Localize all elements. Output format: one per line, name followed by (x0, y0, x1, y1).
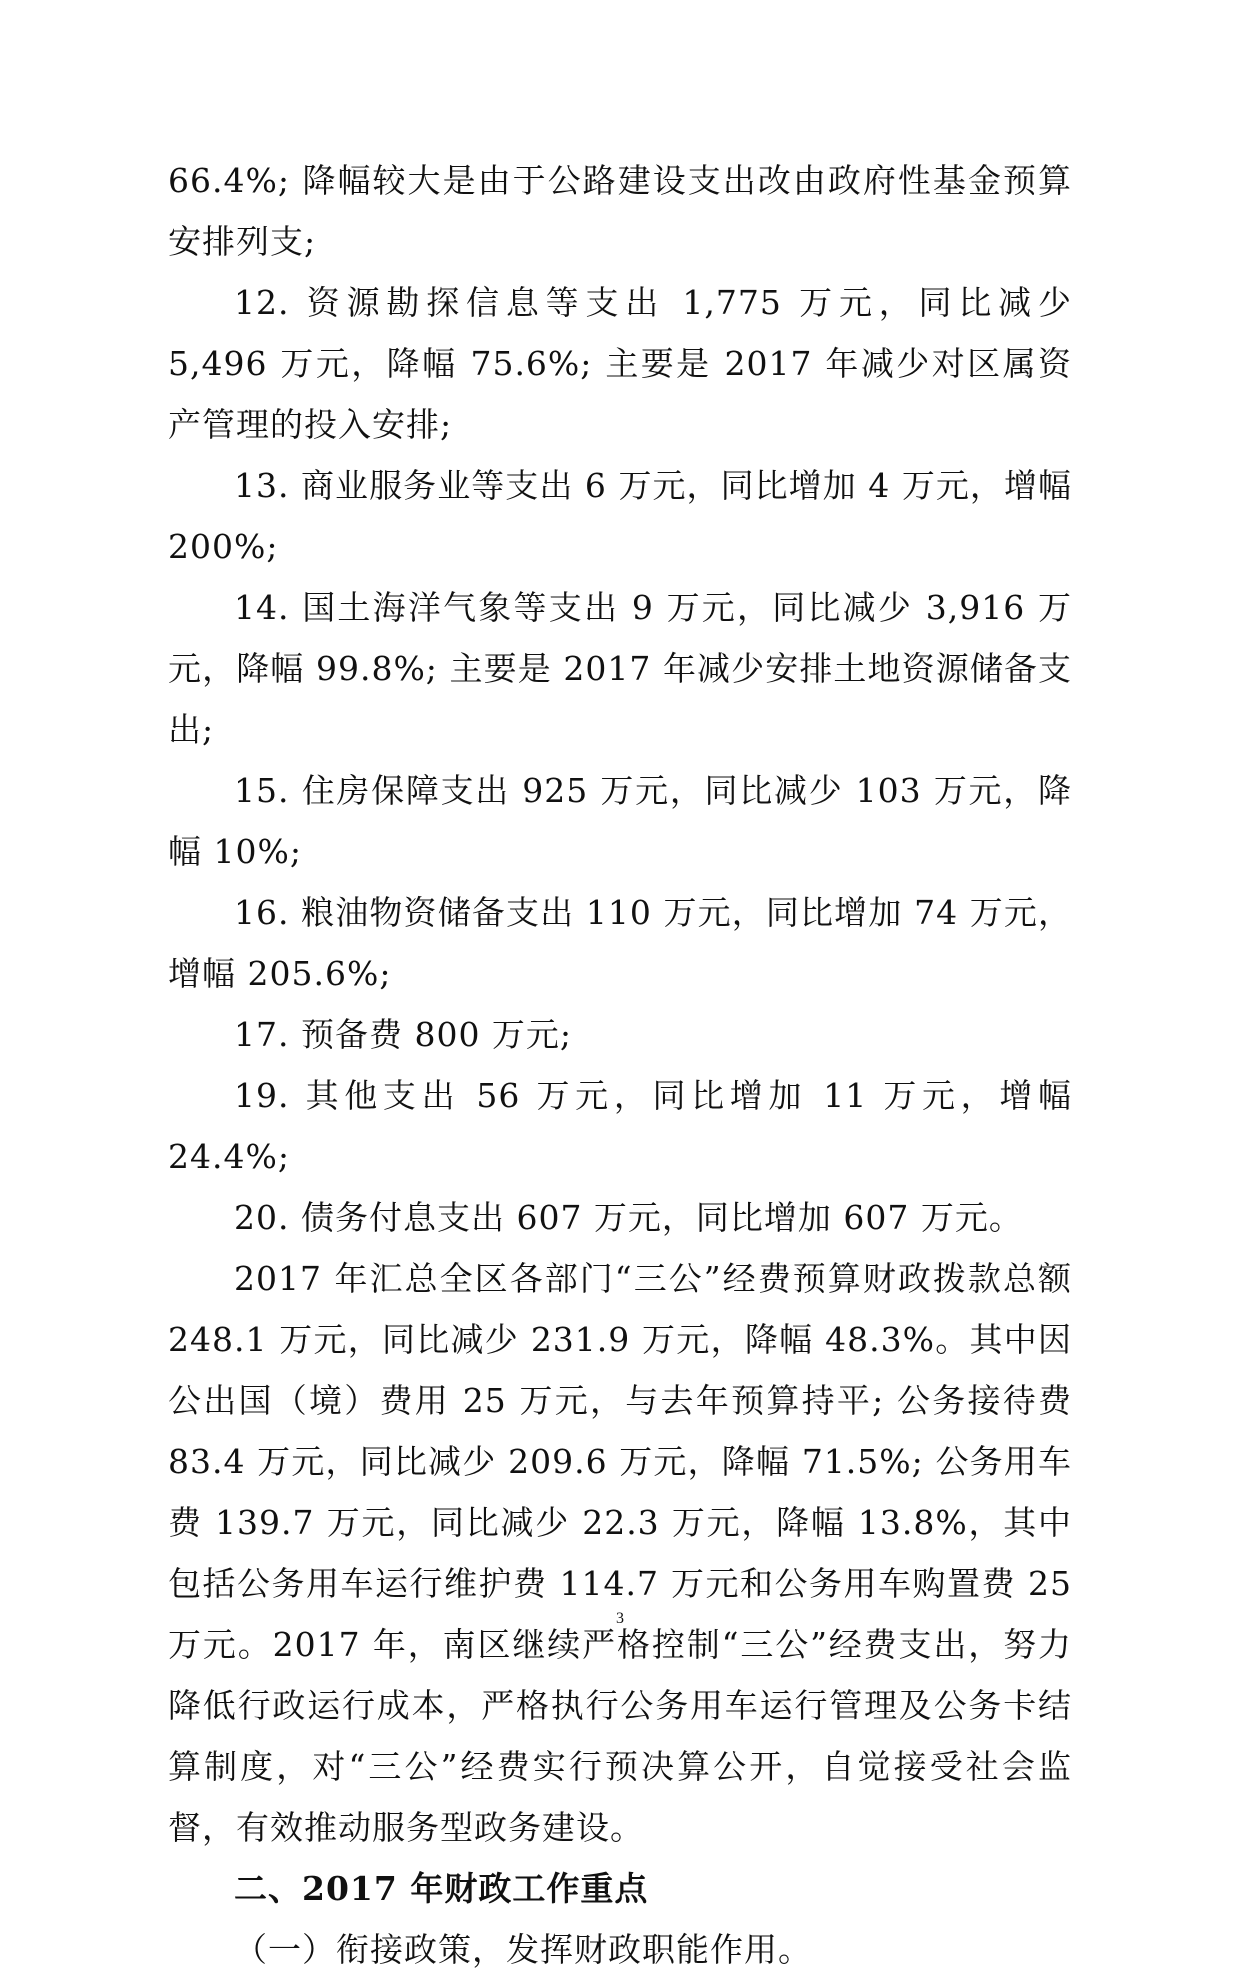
page-number: 3 (616, 1610, 624, 1627)
section-heading-2017-priorities: 二、2017 年财政工作重点 (234, 1869, 649, 1908)
subsection-heading-1: （一）衔接政策，发挥财政职能作用。 (234, 1930, 812, 1969)
paragraph-item-19: 19. 其他支出 56 万元，同比增加 11 万元，增幅 24.4%; (168, 1076, 1072, 1176)
paragraph-item-11-continued: 66.4%; 降幅较大是由于公路建设支出改由政府性基金预算安排列支; (168, 161, 1072, 261)
document-body (168, 150, 1072, 1980)
paragraph-sangong-budget: 2017 年汇总全区各部门“三公”经费预算财政拨款总额 248.1 万元，同比减少 231.9 万元，降幅 48.3%。其中因公出国（境）费用 25 万元，与去年预算持平; 公务接待费 83.4 万元，同比减少 209.6 万元，降幅 71.5%; 公务用车费 139.7 万元，同比减少 22.3 万元，降幅 13.8%，其中包括公务用车运行维护费 114.7 万元和公务用车购置费 25 万元。2017 年，南区继续严格控制“三公”经费支出，努力降低行政运行成本，严格执行公务用车运行管理及公务卡结算制度，对“三公”经费实行预决算公开，自觉接受社会监督，有效推动服务型政务建设。 (168, 1259, 1072, 1847)
paragraph-item-13: 13. 商业服务业等支出 6 万元，同比增加 4 万元，增幅 200%; (168, 466, 1072, 566)
paragraph-item-17: 17. 预备费 800 万元; (234, 1015, 573, 1054)
paragraph-item-14: 14. 国土海洋气象等支出 9 万元，同比减少 3,916 万元，降幅 99.8%; 主要是 2017 年减少安排土地资源储备支出; (168, 588, 1072, 749)
paragraph-item-20: 20. 债务付息支出 607 万元，同比增加 607 万元。 (234, 1198, 1023, 1237)
paragraph-item-15: 15. 住房保障支出 925 万元，同比减少 103 万元，降幅 10%; (168, 771, 1072, 871)
paragraph-item-16: 16. 粮油物资储备支出 110 万元，同比增加 74 万元，增幅 205.6%; (168, 893, 1072, 993)
paragraph-item-12: 12. 资源勘探信息等支出 1,775 万元，同比减少 5,496 万元，降幅 75.6%; 主要是 2017 年减少对区属资产管理的投入安排; (168, 283, 1072, 444)
